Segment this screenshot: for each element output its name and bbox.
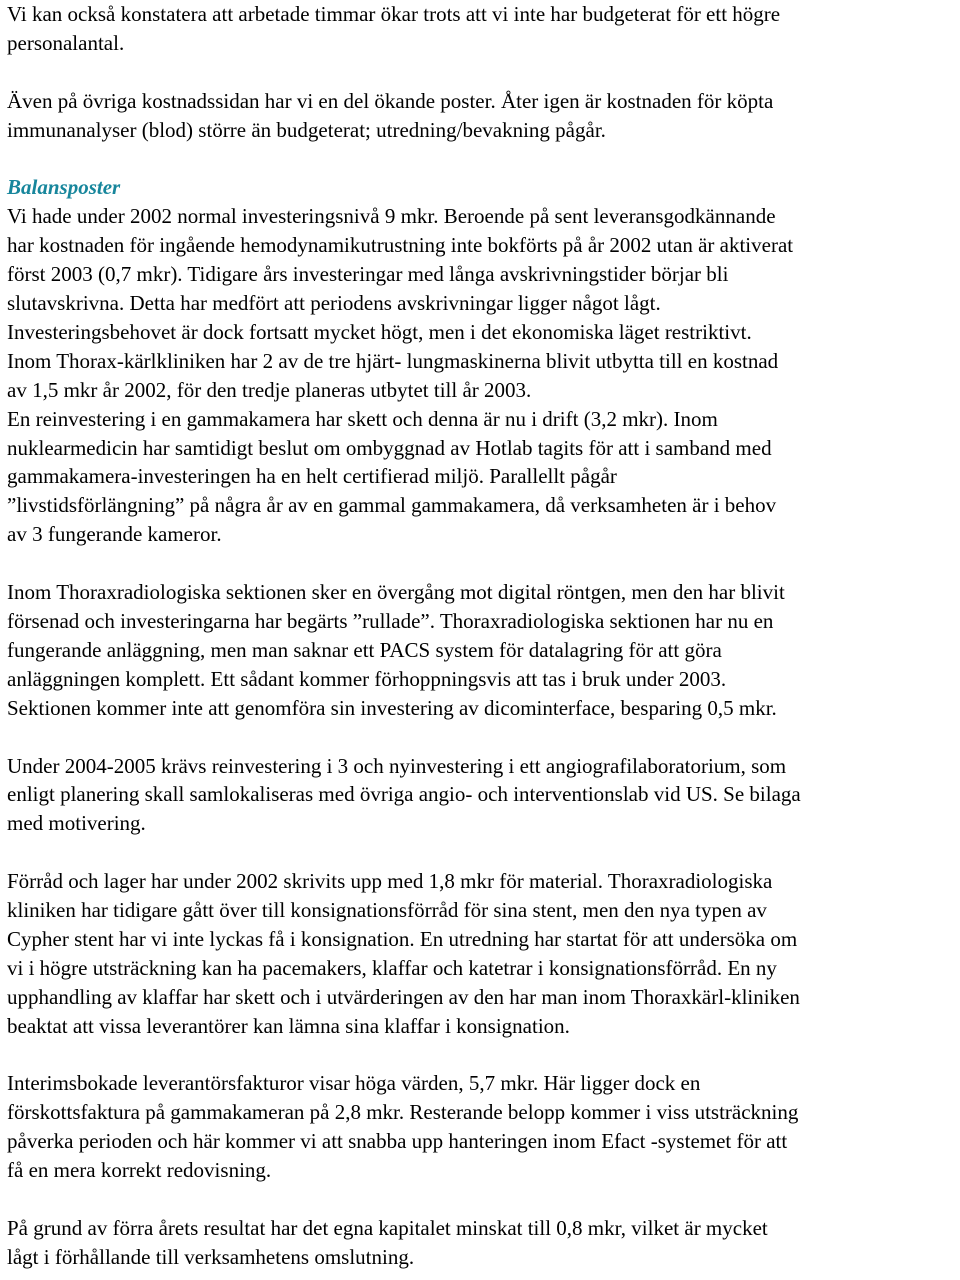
paragraph-invoices	[7, 1069, 957, 1185]
paragraph-equity	[7, 1214, 957, 1272]
document-page	[7, 0, 957, 1272]
text-line: Interimsbokade leverantörsfakturor visar höga värden, 5,7 mkr. Här ligger dock en	[7, 1071, 701, 1096]
text-line: Sektionen kommer inte att genomföra sin investering av dicominterface, besparing 0,5 mkr.	[7, 695, 777, 720]
text-line: kliniken har tidigare gått över till konsignationsförråd för sina stent, men den nya typen av	[7, 898, 767, 923]
paragraph-costs	[7, 87, 957, 145]
text-line: av 1,5 mkr år 2002, för den tredje planeras utbytet till år 2003.	[7, 377, 532, 402]
text-line: personalantal.	[7, 30, 125, 55]
text-line: försenad och investeringarna har begärts ”rullade”. Thoraxradiologiska sektionen har nu en	[7, 608, 774, 633]
text-line: ”livstidsförlängning” på några år av en gammal gammakamera, då verksamheten är i behov	[7, 493, 777, 518]
paragraph-gap	[7, 723, 957, 752]
paragraph-angiography	[7, 752, 957, 839]
text-line: Inom Thorax-kärlkliniken har 2 av de tre hjärt- lungmaskinerna blivit utbytta till en kostnad	[7, 348, 779, 373]
text-line: nuklearmedicin har samtidigt beslut om ombyggnad av Hotlab tagits för att i samband med	[7, 435, 772, 460]
text-line: Vi hade under 2002 normal investeringsnivå 9 mkr. Beroende på sent leveransgodkännande	[7, 204, 776, 229]
paragraph-investments	[7, 202, 957, 549]
text-line: Även på övriga kostnadssidan har vi en del ökande poster. Åter igen är kostnaden för köpta	[7, 88, 774, 113]
paragraph-staffing	[7, 0, 957, 58]
text-line: med motivering.	[7, 811, 146, 836]
text-line: först 2003 (0,7 mkr). Tidigare års investeringar med långa avskrivningstider börjar bli	[7, 262, 729, 287]
paragraph-gap	[7, 1041, 957, 1070]
text-line: Cypher stent har vi inte lyckas få i konsignation. En utredning har startat för att undersöka om	[7, 926, 798, 951]
text-line: av 3 fungerande kameror.	[7, 522, 222, 547]
section-heading: Balansposter	[7, 175, 121, 200]
text-line: immunanalyser (blod) större än budgeterat; utredning/bevakning pågår.	[7, 117, 606, 142]
text-line: Förråd och lager har under 2002 skrivits upp med 1,8 mkr för material. Thoraxradiologiska	[7, 869, 773, 894]
text-line: beaktat att vissa leverantörer kan lämna sina klaffar i konsignation.	[7, 1013, 570, 1038]
paragraph-gap	[7, 838, 957, 867]
text-line: enligt planering skall samlokaliseras med övriga angio- och interventionslab vid US. Se bilaga	[7, 782, 801, 807]
paragraph-inventory	[7, 867, 957, 1040]
text-line: En reinvestering i en gammakamera har skett och denna är nu i drift (3,2 mkr). Inom	[7, 406, 718, 431]
text-line: slutavskrivna. Detta har medfört att periodens avskrivningar ligger något lågt.	[7, 291, 661, 316]
text-line: Investeringsbehovet är dock fortsatt mycket högt, men i det ekonomiska läget restriktivt.	[7, 319, 752, 344]
text-line: fungerande anläggning, men man saknar ett PACS system för datalagring för att göra	[7, 637, 722, 662]
text-line: förskottsfaktura på gammakameran på 2,8 mkr. Resterande belopp kommer i viss utsträckning	[7, 1100, 799, 1125]
paragraph-gap	[7, 145, 957, 174]
text-line: lågt i förhållande till verksamhetens omslutning.	[7, 1244, 415, 1269]
text-line: Vi kan också konstatera att arbetade timmar ökar trots att vi inte har budgeterat för ett högre	[7, 2, 781, 26]
text-line: gammakamera-investeringen ha en helt certifierad miljö. Parallellt pågår	[7, 464, 617, 489]
text-line: vi i högre utsträckning kan ha pacemakers, klaffar och katetrar i konsignationsförråd. En ny	[7, 955, 777, 980]
paragraph-thoraxradiology	[7, 578, 957, 723]
text-line: På grund av förra årets resultat har det egna kapitalet minskat till 0,8 mkr, vilket är mycket	[7, 1215, 768, 1240]
text-line: få en mera korrekt redovisning.	[7, 1158, 272, 1183]
text-line: har kostnaden för ingående hemodynamikutrustning inte bokförts på år 2002 utan är aktiverat	[7, 233, 794, 258]
text-line: Inom Thoraxradiologiska sektionen sker en övergång mot digital röntgen, men den har blivit	[7, 580, 785, 605]
paragraph-gap	[7, 1185, 957, 1214]
text-line: upphandling av klaffar har skett och i utvärderingen av den har man inom Thoraxkärl-kliniken	[7, 984, 800, 1009]
text-line: påverka perioden och här kommer vi att snabba upp hanteringen inom Efact -systemet för att	[7, 1129, 788, 1154]
paragraph-gap	[7, 549, 957, 578]
text-line: anläggningen komplett. Ett sådant kommer förhoppningsvis att tas i bruk under 2003.	[7, 666, 727, 691]
text-line: Under 2004-2005 krävs reinvestering i 3 och nyinvestering i ett angiografilaboratorium, som	[7, 753, 787, 778]
paragraph-gap	[7, 58, 957, 87]
